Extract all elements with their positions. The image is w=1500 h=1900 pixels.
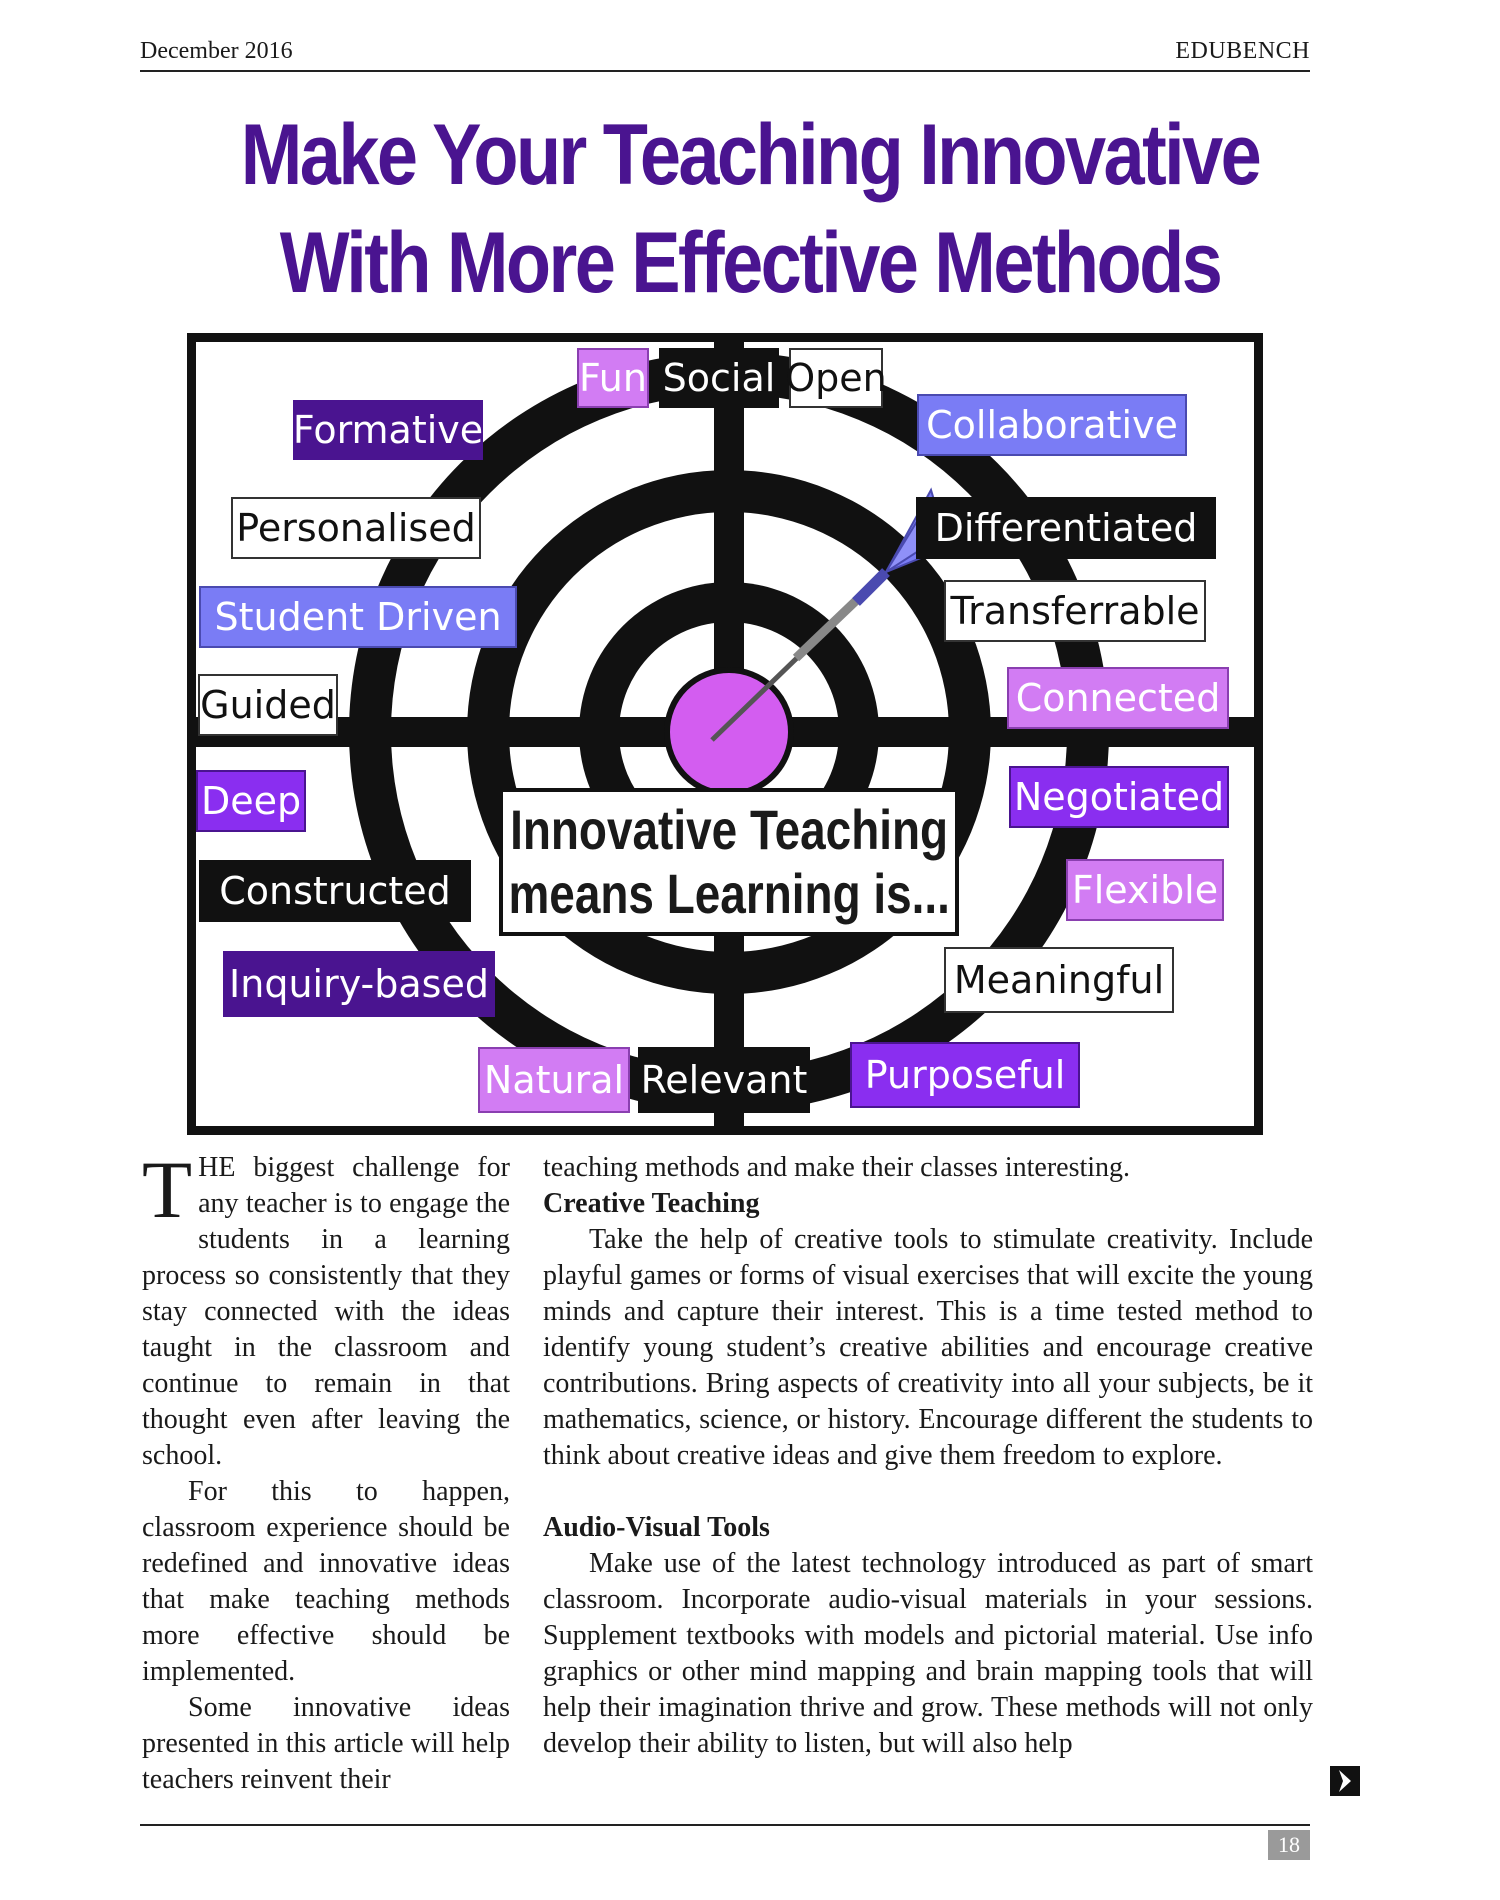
- tag-natural: Natural: [478, 1047, 630, 1113]
- audio-visual-body: Make use of the latest technology introduced as part of smart classroom. Incorporate audio-visual materials in your sessions. Supplement textbooks with models and pictorial material. Use info graphics or other mind mapping and brain mapping tools that will help their imagination thrive and grow. These methods will not only develop their ability to listen, but will also help: [543, 1548, 1313, 1759]
- paragraph-continued: teaching methods and make their classes interesting.: [543, 1152, 1131, 1183]
- publication-name: EDUBENCH: [1175, 38, 1310, 64]
- page-header: [140, 36, 1310, 72]
- tag-open: Open: [789, 348, 883, 408]
- tag-student-driven: Student Driven: [199, 586, 517, 648]
- tag-guided: Guided: [198, 674, 338, 736]
- tag-personalised: Personalised: [231, 497, 481, 559]
- target-infographic: [187, 333, 1263, 1135]
- caption-line-2: means Learning is...: [508, 862, 950, 925]
- tag-meaningful: Meaningful: [944, 947, 1174, 1013]
- tag-deep: Deep: [196, 770, 306, 832]
- article-title-line-1: Make Your Teaching Innovative: [240, 107, 1260, 203]
- paragraph-2: For this to happen, classroom experience should be redefined and innovative ideas that make teaching methods more effective should be implemented.: [142, 1476, 510, 1687]
- article-column-left: [142, 1144, 510, 1798]
- section-heading-creative-teaching: Creative Teaching: [543, 1188, 760, 1219]
- tag-fun: Fun: [577, 348, 649, 408]
- caption-line-1: Innovative Teaching: [509, 797, 949, 861]
- paragraph-3: Some innovative ideas presented in this article will help teachers reinvent their: [142, 1692, 510, 1795]
- infographic-caption: [499, 788, 959, 936]
- tag-social: Social: [659, 348, 779, 408]
- issue-date: December 2016: [140, 38, 293, 64]
- section-heading-audio-visual: Audio-Visual Tools: [543, 1512, 770, 1543]
- tag-constructed: Constructed: [199, 860, 471, 922]
- tag-purposeful: Purposeful: [850, 1042, 1080, 1108]
- tag-formative: Formative: [293, 400, 483, 460]
- drop-cap: T: [142, 1144, 193, 1235]
- tag-flexible: Flexible: [1066, 859, 1224, 921]
- tag-negotiated: Negotiated: [1009, 766, 1229, 828]
- arrow-right-icon[interactable]: [1330, 1766, 1360, 1796]
- creative-teaching-body: Take the help of creative tools to stimulate creativity. Include playful games or forms of visual exercises that will excite the young minds and capture their interest. This is a time tested method to identify young student’s creative abilities and encourage creative contributions. Bring aspects of creativity into all your subjects, be it mathematics, science, or history. Encourage different the students to think about creative ideas and give them freedom to explore.: [543, 1224, 1313, 1471]
- tag-connected: Connected: [1007, 667, 1229, 729]
- bullseye: [667, 670, 791, 794]
- tag-relevant: Relevant: [638, 1047, 810, 1113]
- tag-transferrable: Transferrable: [944, 580, 1206, 642]
- tag-differentiated: Differentiated: [916, 497, 1216, 559]
- tag-inquiry-based: Inquiry-based: [223, 951, 495, 1017]
- footer-rule: [140, 1824, 1310, 1826]
- article-title-line-2: With More Effective Methods: [279, 215, 1221, 311]
- article-column-right: [543, 1150, 1313, 1762]
- intro-paragraph: THE biggest challenge for any teacher is to engage the students in a learning process so consistently that they stay connected with the ideas taught in the classroom and continue to remain in that thought even after leaving the school.: [142, 1144, 510, 1471]
- page-number: 18: [1268, 1830, 1310, 1860]
- tag-collaborative: Collaborative: [917, 394, 1187, 456]
